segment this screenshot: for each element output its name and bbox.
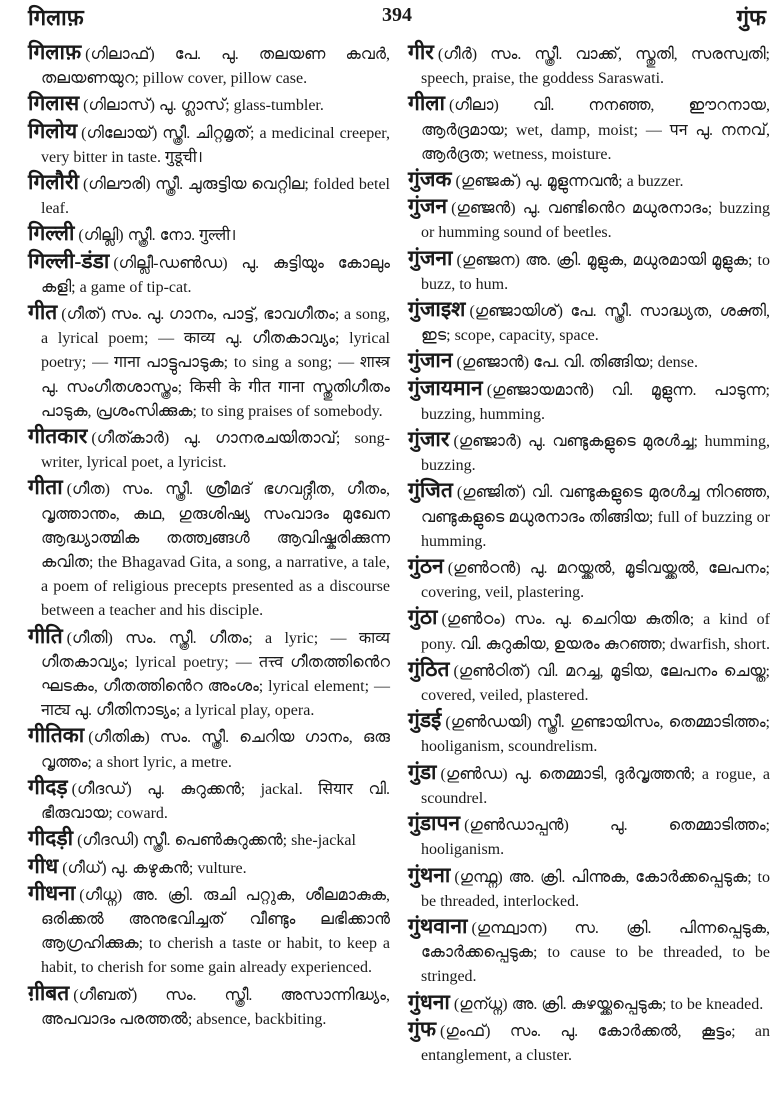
dictionary-entry [408, 554, 770, 605]
dictionary-entry [408, 1017, 770, 1068]
entry-headword: गीध [28, 853, 59, 878]
header-last-word: गुंफ [736, 5, 766, 30]
entry-definition: (ഗുൺഡയി) സ്ത്രീ. ഗുണ്ടായിസം, തെമ്മാടിത്തം; hooliganism, scoundrelism. [421, 714, 770, 756]
entry-headword: गिलास [28, 91, 80, 116]
entry-definition: (ഗീലാ) വി. നനഞ്ഞ, ഈറനായ, ആർദ്രമായ; wet, damp, moist; — पन പു. നനവ്, ആർദ്രത; wetness, moisture. [421, 97, 770, 163]
entry-definition: (ഗിലൗരി) സ്ത്രീ. ചുരുട്ടിയ വെറ്റില; folded betel leaf. [41, 176, 390, 218]
dictionary-entry [408, 478, 770, 554]
entry-definition: (ഗുഞ്ജിത്) വി. വണ്ടുകളുടെ മുരൾച്ച നിറഞ്ഞ, വണ്ടുകളുടെ മധുരനാദം തിങ്ങിയ; full of buzzing or humming. [421, 484, 770, 550]
dictionary-entry [28, 221, 390, 248]
dictionary-entry [28, 249, 390, 300]
dictionary-entry [28, 624, 390, 724]
entry-headword: गीता [28, 475, 63, 500]
entry-headword: गीदड़ [28, 774, 68, 799]
entry-headword: गुंजित [408, 478, 453, 503]
entry-definition: (ഗുൺഠിത്) വി. മറച്ച, മൂടിയ, ലേപനം ചെയ്ത; covered, veiled, plastered. [421, 662, 770, 705]
entry-headword: गुंजना [408, 245, 453, 270]
entry-definition: (ഗുന്ധ്ന) അ. ക്രി. കുഴയ്ക്കപ്പെടുക; to be kneaded. [453, 995, 764, 1013]
dictionary-entry [28, 723, 390, 774]
entry-headword: गुंजन [408, 194, 448, 219]
entry-definition: (ഗീദഡി) സ്ത്രീ. പെൺകുറുക്കൻ; she-jackal [77, 832, 356, 850]
entry-definition: (ഗീത്) സം. പു. ഗാനം, പാട്ട്, ഭാവഗീതം; a song, a lyrical poem; — काव्य പു. ഗീതകാവ്യം; lyrical poetry; — गाना പാട്ടുപാടുക; to sing a song; — शास्त्र പു. സംഗീതശാസ്ത്രം; किसी के गीत गाना സ്തുതിഗീതം പാടുക, പ്രശംസിക്കുക; to sing praises of somebody. [41, 306, 390, 420]
entry-definition: (ഗില്ലി) സ്ത്രീ. നോ. गुल्ली। [78, 227, 237, 245]
dictionary-entry [408, 657, 770, 708]
entry-definition: (ഗുഞ്ജായമാൻ) വി. മൂളുന്ന. പാടുന്ന; buzzing, humming. [421, 381, 770, 423]
dictionary-entry [408, 40, 770, 91]
entry-headword: गीतकार [28, 424, 88, 449]
entry-headword: गुंडापन [408, 811, 461, 836]
entry-definition: (ഗുഞ്ജൻ) പു. വണ്ടിൻെറ മധുരനാദം; buzzing or humming sound of beetles. [421, 200, 770, 242]
entry-headword: ग़ीबत [28, 980, 70, 1005]
page-header [28, 2, 766, 36]
dictionary-entry [28, 91, 390, 118]
dictionary-entry [408, 708, 770, 759]
entry-headword: गुंडा [408, 759, 437, 784]
dictionary-entry [28, 826, 390, 853]
entry-definition: (ഗീതിക) സം. സ്ത്രീ. ചെറിയ ഗാനം, ഒരു വൃത്തം; a short lyric, a metre. [41, 729, 390, 771]
dictionary-entry [408, 194, 770, 245]
entry-headword: गिलाफ़ [28, 40, 82, 64]
entry-definition: (ഗുൺഠൻ) പു. മറയ്ക്കൽ, മൂടിവയ്ക്കൽ, ലേപനം; covering, veil, plastering. [421, 560, 770, 602]
entry-headword: गुंठित [408, 656, 450, 681]
entry-definition: (ഗീധ്) പു. കഴുകൻ; vulture. [62, 859, 247, 877]
entry-headword: गुंथवाना [408, 913, 468, 938]
dictionary-entry [28, 40, 390, 91]
entry-definition: (ഗീത്കാർ) പു. ഗാനരചയിതാവ്; song-writer, lyrical poet, a lyricist. [41, 430, 390, 472]
entry-definition: (ഗുൺഡ) പു. തെമ്മാടി, ദുർവൃത്തൻ; a rogue, a scoundrel. [421, 765, 770, 807]
entry-headword: गुंठा [408, 605, 438, 630]
entry-headword: गुंजाइश [408, 297, 466, 322]
entry-headword: गुंजार [408, 427, 450, 452]
entry-headword: गीला [408, 91, 445, 116]
dictionary-entry [408, 91, 770, 167]
entry-definition: (ഗീർ) സം. സ്ത്രീ. വാക്ക്, സ്തുതി, സരസ്വതി; speech, praise, the goddess Saraswati. [421, 46, 770, 88]
entry-definition: (ഗുഞ്ജായിശ്) പേ. സ്ത്രീ. സാദ്ധ്യത, ശക്തി, ഇട; scope, capacity, space. [421, 303, 770, 345]
entry-definition: (ഗുഞ്ജക്) പു. മൂളുന്നവൻ; a buzzer. [455, 173, 684, 191]
dictionary-entry [28, 881, 390, 981]
right-column [408, 40, 770, 1068]
entry-headword: गुंधना [408, 989, 450, 1014]
entry-headword: गुंडई [408, 708, 442, 733]
dictionary-entry [408, 605, 770, 656]
entry-definition: (ഗുംഫ്) സം. പു. കോർക്കൽ, കൂട്ടം; an entanglement, a cluster. [421, 1022, 770, 1064]
dictionary-entry [28, 854, 390, 881]
dictionary-entry [28, 119, 390, 170]
entry-headword: गिल्ली-डंडा [28, 248, 110, 273]
dictionary-entry [28, 981, 390, 1032]
entry-headword: गिल्ली [28, 221, 75, 246]
dictionary-entry [408, 376, 770, 427]
entry-definition: (ഗീദഡ്) പു. കുറുക്കൻ; jackal. सियार വി. ഭീരുവായ; coward. [41, 780, 390, 823]
entry-definition: (ഗുൺഡാപ്പൻ) പു. തെമ്മാടിത്തം; hooliganism. [421, 817, 770, 859]
entry-headword: गुंफ [408, 1016, 437, 1041]
entry-definition: (ഗുഞ്ജന) അ. ക്രി. മൂളുക, മധുരമായി മൂളുക; to buzz, to hum. [421, 251, 770, 293]
dictionary-entry [408, 811, 770, 862]
entry-headword: गुंजायमान [408, 375, 483, 400]
dictionary-entry [408, 167, 770, 194]
dictionary-entry [408, 246, 770, 297]
dictionary-entry [408, 297, 770, 348]
left-column [28, 40, 390, 1032]
dictionary-entry [408, 348, 770, 375]
entry-headword: गुंजान [408, 348, 453, 373]
entry-definition: (ഗിലാസ്) പു. ഗ്ലാസ്; glass-tumbler. [83, 97, 324, 115]
entry-headword: गुंथना [408, 862, 451, 887]
dictionary-entry [28, 170, 390, 221]
entry-definition: (ഗുഞ്ജാർ) പു. വണ്ടുകളുടെ മുരൾച്ച; humming, buzzing. [421, 433, 770, 475]
entry-definition: (ഗീതി) സം. സ്ത്രീ. ഗീതം; a lyric; — काव्य ഗീതകാവ്യം; lyrical poetry; — तत्त्व ഗീതത്തിൻെറ ഘടകം, ഗീതത്തിൻെറ അംശം; lyrical element; — नाट्य പു. ഗീതിനാട്യം; a lyrical play, opera. [41, 629, 390, 720]
entry-definition: (ഗുന്ഥ്ന) അ. ക്രി. പിന്നുക, കോർക്കപ്പെടുക; to be threaded, interlocked. [421, 868, 770, 910]
dictionary-entry [408, 914, 770, 990]
entry-headword: गीत [28, 300, 58, 325]
entry-definition: (ഗുഞ്ജാൻ) പേ. വി. തിങ്ങിയ; dense. [456, 354, 699, 372]
entry-definition: (ഗീബത്) സം. സ്ത്രീ. അസാന്നിദ്ധ്യം, അപവാദം പരത്തൽ; absence, backbiting. [41, 986, 390, 1028]
entry-headword: गिलौरी [28, 170, 79, 195]
entry-definition: (ഗില്ലീ-ഡൺഡ) പു. കുട്ടിയും കോലും കളി; a game of tip-cat. [41, 254, 390, 296]
entry-headword: गुंजक [408, 167, 452, 192]
entry-definition: (ഗീധ്ന) അ. ക്രി. രുചി പറ്റുക, ശീലമാകുക, ഒരിക്കൽ അനുഭവിച്ചത് വീണ്ടും ലഭിക്കാൻ ആഗ്രഹിക്കുക; to cherish a taste or habit, to keep a habit, to cherish for some gain already experienced. [41, 886, 390, 977]
entry-definition: (ഗുൺഠം) സം. പു. ചെറിയ കുതിര; a kind of pony. വി. കുറുകിയ, ഉയരം കുറഞ്ഞ; dwarfish, short. [421, 611, 770, 653]
dictionary-entry [28, 475, 390, 623]
dictionary-entry [28, 775, 390, 826]
entry-headword: गीधना [28, 880, 76, 905]
entry-definition: (ഗിലോയ്) സ്ത്രീ. ചിറ്റമൃത്; a medicinal creeper, very bitter in taste. गुडूची। [41, 124, 390, 166]
entry-headword: गीर [408, 40, 434, 64]
dictionary-entry [28, 300, 390, 424]
entry-headword: गीदड़ी [28, 826, 74, 851]
entry-definition: (ഗുന്ഥ്വാന) സ. ക്രി. പിന്നപ്പെടുക, കോർക്കപ്പെടുക; to cause to be threaded, to be stringed. [421, 919, 770, 986]
page-number: 394 [382, 4, 412, 26]
dictionary-entry [408, 760, 770, 811]
dictionary-entry [408, 863, 770, 914]
entry-headword: गुंठन [408, 554, 444, 579]
entry-headword: गीति [28, 623, 63, 648]
entry-definition: (ഗിലാഫ്) പേ. പു. തലയണ കവർ, തലയണയുറ; pillow cover, pillow case. [41, 46, 390, 88]
dictionary-entry [28, 424, 390, 475]
header-first-word: गिलाफ़ [28, 5, 84, 30]
dictionary-entry [408, 427, 770, 478]
entry-definition: (ഗീത) സം. സ്ത്രീ. ശ്രീമദ് ഭഗവദ്ഗീത, ഗീതം, വൃത്താന്തം, കഥ, ഗുരുശിഷ്യ സംവാദം മുഖേന ആദ്ധ്യാത്മിക തത്ത്വങ്ങൾ ആവിഷ്കരിക്കുന്ന കവിത; the Bhagavad Gita, a song, a narrative, a tale, a poem of religious precepts presented as a discourse between a teacher and his disciple. [41, 481, 390, 620]
dictionary-entry [408, 990, 770, 1017]
entry-headword: गिलोय [28, 118, 78, 143]
entry-headword: गीतिका [28, 723, 85, 748]
